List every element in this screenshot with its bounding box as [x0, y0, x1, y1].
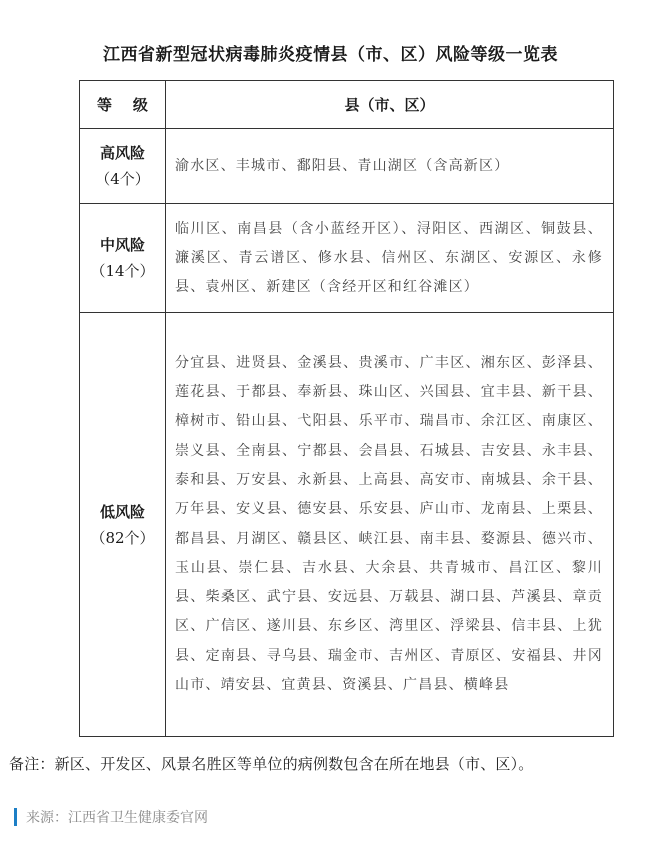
- footnote: 备注：新区、开发区、风景名胜区等单位的病例数包含在所在地县（市、区）。: [9, 755, 534, 773]
- level-count-low: （82个）: [90, 528, 155, 547]
- source-accent-bar: [14, 808, 17, 826]
- source-text: 来源：江西省卫生健康委官网: [26, 810, 208, 826]
- county-list-medium: 临川区、南昌县（含小蓝经开区）、浔阳区、西湖区、铜鼓县、濂溪区、青云谱区、修水县、信州区、东湖区、安源区、永修县、袁州区、新建区（含经开区和红谷滩区）: [166, 204, 614, 313]
- source-line: [14, 808, 208, 826]
- risk-level-table: [79, 80, 614, 737]
- level-label-low: 低风险: [99, 502, 145, 521]
- header-level: 等 级: [80, 81, 166, 129]
- table-header-row: [80, 81, 614, 129]
- level-label-medium: 中风险: [99, 236, 145, 254]
- county-list-low: 分宜县、进贤县、金溪县、贵溪市、广丰区、湘东区、彭泽县、莲花县、于都县、奉新县、珠山区、兴国县、宜丰县、新干县、樟树市、铅山县、弋阳县、乐平市、瑞昌市、余江区、南康区、崇义县、全南县、宁都县、会昌县、石城县、吉安县、永丰县、泰和县、万安县、永新县、上高县、高安市、南城县、余干县、万年县、安义县、德安县、乐安县、庐山市、龙南县、上栗县、都昌县、月湖区、赣县区、峡江县、南丰县、婺源县、德兴市、玉山县、崇仁县、吉水县、大余县、共青城市、昌江区、黎川县、柴桑区、武宁县、安远县、万载县、湖口县、芦溪县、章贡区、广信区、遂川县、东乡区、湾里区、浮梁县、信丰县、上犹县、定南县、寻乌县、瑞金市、吉州区、青原区、安福县、井冈山市、靖安县、宜黄县、资溪县、广昌县、横峰县: [166, 313, 614, 737]
- table-row-medium-risk: [80, 204, 614, 313]
- table-row-high-risk: [80, 129, 614, 204]
- table-row-low-risk: [80, 313, 614, 737]
- page-title: 江西省新型冠状病毒肺炎疫情县（市、区）风险等级一览表: [103, 45, 558, 65]
- level-count-medium: （14个）: [90, 262, 155, 280]
- level-cell-low: [80, 313, 166, 737]
- level-count-high: （4个）: [95, 170, 150, 188]
- level-cell-high: [80, 129, 166, 204]
- county-list-high: 渝水区、丰城市、鄱阳县、青山湖区（含高新区）: [166, 129, 614, 204]
- header-county: 县（市、区）: [166, 81, 614, 129]
- level-cell-medium: [80, 204, 166, 313]
- level-label-high: 高风险: [99, 144, 145, 162]
